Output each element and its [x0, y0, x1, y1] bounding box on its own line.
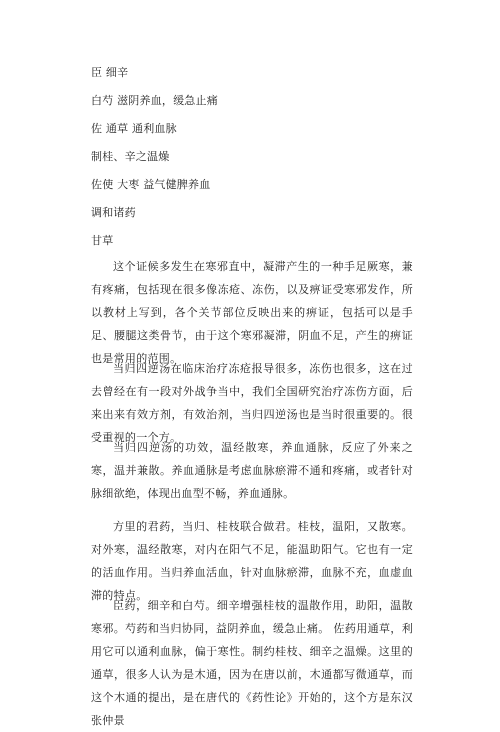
- formula-line-tiaohe: 调和诸药: [91, 206, 136, 219]
- formula-line-gancao: 甘草: [91, 234, 114, 247]
- paragraph-syndrome: 这个证候多发生在寒邪直中，凝滞产生的一种手足厥寒，兼有疼痛，包括现在很多像冻疮、冻伤，以及痹证受寒邪发作，所以教材上写到，各个关节部位反映出来的痹证，包括可以是手足、腰腿这类骨节，由于这个寒邪凝滞，阴血不足，产生的痹证也是常用的范围。: [91, 260, 413, 365]
- formula-line-zuo-tongcao: 佐 通草 通利血脉: [91, 122, 177, 135]
- formula-line-chen-xixin: 臣 细辛: [91, 66, 129, 79]
- paragraph-efficacy: 当归四逆汤的功效，温经散寒，养血通脉，反应了外来之寒，温并兼散。养血通脉是考虑血脉瘀滞不通和疼痛，或者针对脉细欲绝，体现出血型不畅，养血通脉。: [91, 441, 413, 500]
- paragraph-clinical-use: 当归四逆汤在临床治疗冻疮报导很多，冻伤也很多，这在过去曾经在有一段对外战争当中，我们全国研究治疗冻伤方面，后来出来有效方剂，有效治剂，当归四逆汤也是当时很重要的。很受重视的一个方。: [91, 362, 413, 444]
- formula-line-zhi-gui-xin: 制桂、辛之温燥: [91, 150, 170, 163]
- formula-line-baishao: 白芍 滋阴养血，缓急止痛: [91, 94, 218, 107]
- paragraph-jun-herbs: 方里的君药，当归、桂枝联合做君。桂枝，温阳，又散寒。对外寒，温经散寒，对内在阳气不足，能温助阳气。它也有一定的活血作用。当归养血活血，针对血脉瘀滞，血脉不充，血虚血滞的特点。: [91, 520, 413, 602]
- formula-line-zuoshi-dazao: 佐使 大枣 益气健脾养血: [91, 178, 211, 191]
- paragraph-chen-herbs: 臣药，细辛和白芍。细辛增强桂枝的温散作用，助阳，温散寒邪。芍药和当归协同，益阴养血，缓急止痛。 佐药用通草，利用它可以通利血脉，偏于寒性。制约桂枝、细辛之温燥。这里的通草，很多人认为是木通，因为在唐以前，木通都写微通草，而这个木通的提出，是在唐代的《药性论》开始的，这个方是东汉张仲景: [91, 599, 413, 727]
